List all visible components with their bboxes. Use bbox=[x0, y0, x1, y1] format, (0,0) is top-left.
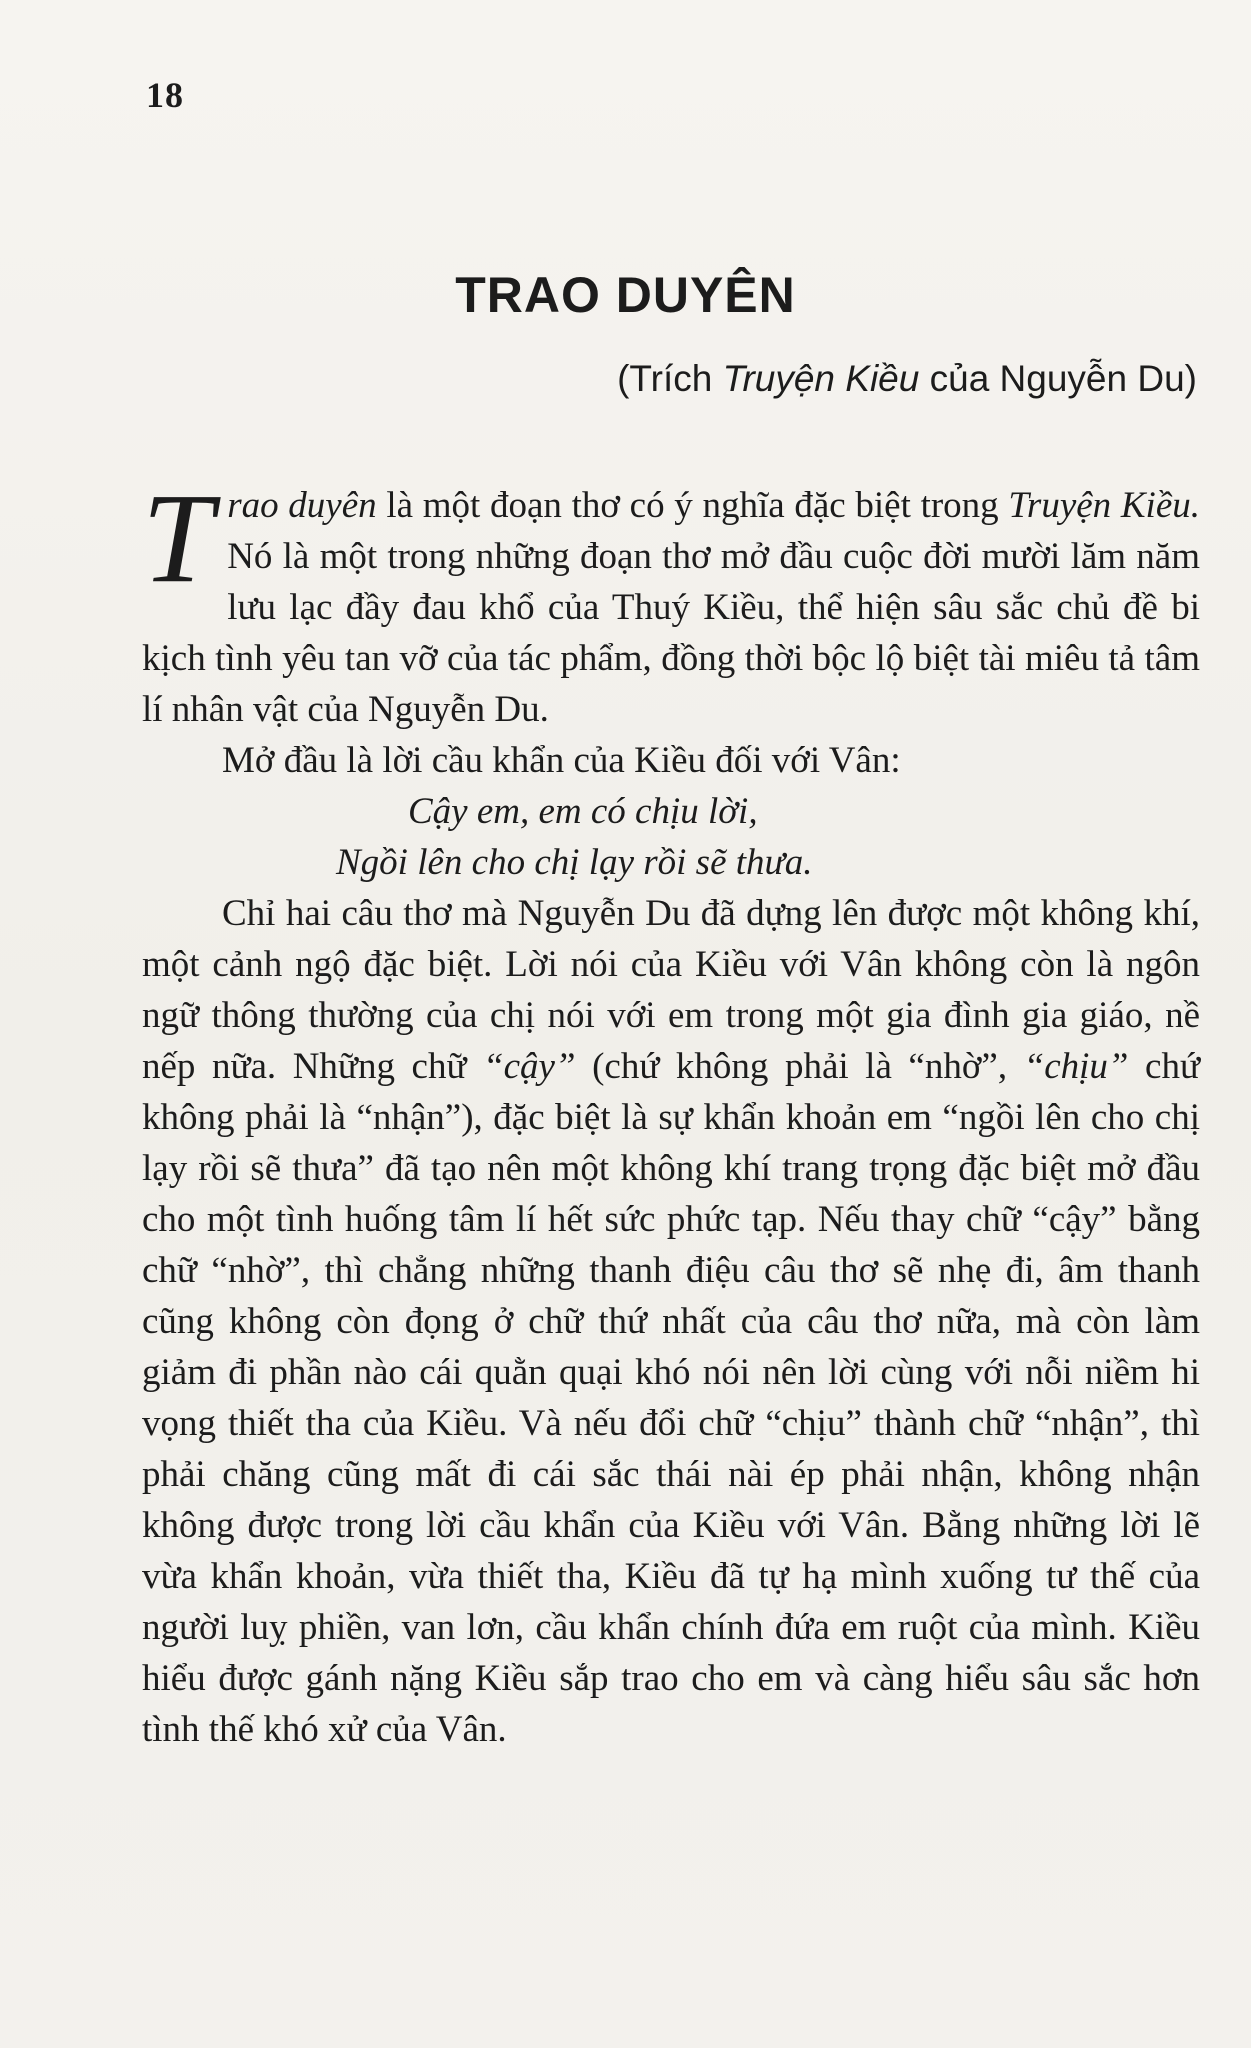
paragraph-3-em-1: “cậy” bbox=[483, 1046, 576, 1087]
paragraph-3-em-2: “chịu” bbox=[1023, 1046, 1129, 1087]
subtitle-work: Truyện Kiều bbox=[722, 358, 920, 399]
subtitle-suffix: của Nguyễn Du) bbox=[919, 358, 1197, 399]
body-text bbox=[142, 467, 1200, 1755]
paragraph-2: Mở đầu là lời cầu khẩn của Kiều đối với Vân: bbox=[222, 740, 901, 781]
paragraph-1-em-2: Truyện Kiều. bbox=[1008, 485, 1200, 526]
drop-cap: T bbox=[142, 467, 214, 609]
paragraph-1-text-2: Nó là một trong những đoạn thơ mở đầu cuộc đời mười lăm năm lưu lạc đầy đau khổ của Thuý Kiều, thể hiện sâu sắc chủ đề bi kịch tình yêu tan vỡ của tác phẩm, đồng thời bộc lộ biệt tài miêu tả tâm lí nhân vật của Nguyễn Du. bbox=[142, 536, 1200, 730]
page-number: 18 bbox=[146, 75, 184, 115]
paragraph-3-text-1: Chỉ hai câu thơ mà Nguyễn Du đã dựng lên được một không khí, một cảnh ngộ đặc biệt. Lời nói của Kiều với Vân không còn là ngôn ngữ thông thường của chị nói với em trong một gia đình gia giáo, nề nếp nữa. Những chữ bbox=[142, 893, 1200, 1087]
paragraph-1 bbox=[142, 467, 1200, 735]
paragraph-3-text-2: (chứ không phải là “nhờ”, bbox=[575, 1046, 1024, 1087]
subtitle bbox=[617, 358, 1197, 400]
verse-line-2: Ngồi lên cho chị lạy rồi sẽ thưa. bbox=[336, 842, 813, 883]
paragraph-1-text-1: là một đoạn thơ có ý nghĩa đặc biệt trong bbox=[376, 485, 1009, 526]
paragraph-3 bbox=[142, 888, 1200, 1755]
subtitle-prefix: (Trích bbox=[617, 358, 723, 399]
verse-line-1: Cậy em, em có chịu lời, bbox=[408, 791, 758, 832]
page-title: TRAO DUYÊN bbox=[455, 267, 796, 323]
paragraph-3-text-3: chứ không phải là “nhận”), đặc biệt là sự khẩn khoản em “ngồi lên cho chị lạy rồi sẽ thưa” đã tạo nên một không khí trang trọng đặc biệt mở đầu cho một tình huống tâm lí hết sức phức tạp. Nếu thay chữ “cậy” bằng chữ “nhờ”, thì chẳng những thanh điệu câu thơ sẽ nhẹ đi, âm thanh cũng không còn đọng ở chữ thứ nhất của câu thơ nữa, mà còn làm giảm đi phần nào cái quằn quại khó nói nên lời cùng với nỗi niềm hi vọng thiết tha của Kiều. Và nếu đổi chữ “chịu” thành chữ “nhận”, thì phải chăng cũng mất đi cái sắc thái nài ép phải nhận, không nhận không được trong lời cầu khẩn của Kiều với Vân. Bằng những lời lẽ vừa khẩn khoản, vừa thiết tha, Kiều đã tự hạ mình xuống tư thế của người luỵ phiền, van lơn, cầu khẩn chính đứa em ruột của mình. Kiều hiểu được gánh nặng Kiều sắp trao cho em và càng hiểu sâu sắc hơn tình thế khó xử của Vân. bbox=[142, 1046, 1200, 1750]
paragraph-1-em-1: rao duyên bbox=[227, 485, 377, 526]
